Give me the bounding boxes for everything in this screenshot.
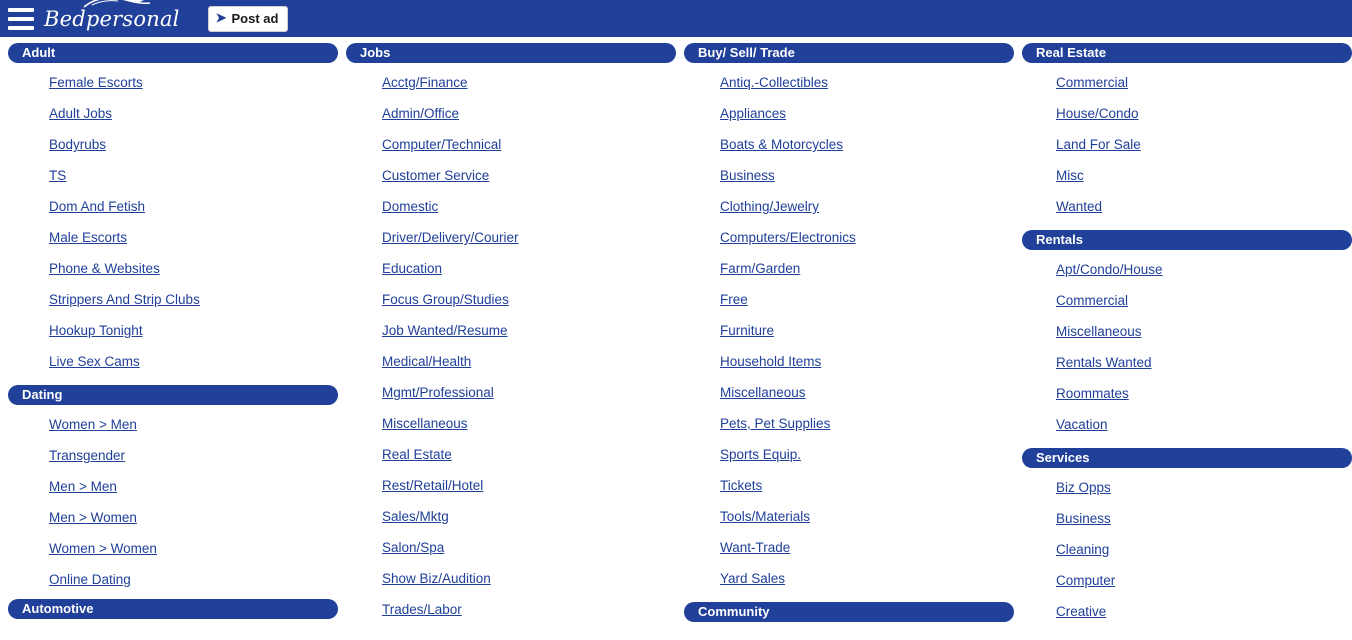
category-link[interactable]: Business <box>1056 511 1111 526</box>
list-item <box>49 346 338 377</box>
category-link[interactable]: Trades/Labor <box>382 602 462 617</box>
section-header-buy-sell-trade: Buy/ Sell/ Trade <box>684 43 1014 63</box>
category-link[interactable]: Show Biz/Audition <box>382 571 491 586</box>
list-item <box>1056 285 1352 316</box>
list-item <box>720 129 1014 160</box>
category-link[interactable]: Strippers And Strip Clubs <box>49 292 200 307</box>
list-item <box>1056 347 1352 378</box>
link-list-buy-sell-trade <box>684 67 1014 594</box>
category-link[interactable]: Household Items <box>720 354 822 369</box>
list-item <box>382 98 676 129</box>
category-link[interactable]: Women > Men <box>49 417 137 432</box>
list-item <box>382 191 676 222</box>
category-link[interactable]: Miscellaneous <box>1056 324 1142 339</box>
category-link[interactable]: Sports Equip. <box>720 447 802 462</box>
list-item <box>49 222 338 253</box>
hamburger-bar <box>8 17 34 21</box>
list-item <box>382 315 676 346</box>
link-list-jobs <box>346 67 676 625</box>
category-link[interactable]: Education <box>382 261 443 276</box>
list-item <box>382 377 676 408</box>
category-link[interactable]: Apt/Condo/House <box>1056 262 1163 277</box>
section-buy-sell-trade <box>684 43 1014 594</box>
category-link[interactable]: Customer Service <box>382 168 490 183</box>
category-link[interactable]: Rest/Retail/Hotel <box>382 478 484 493</box>
category-link[interactable]: Tickets <box>720 478 763 493</box>
category-link[interactable]: Miscellaneous <box>382 416 468 431</box>
list-item <box>1056 129 1352 160</box>
column-jobs <box>346 43 676 629</box>
category-link[interactable]: Focus Group/Studies <box>382 292 509 307</box>
column-real-estate-services <box>1022 43 1352 631</box>
category-link[interactable]: Admin/Office <box>382 106 460 121</box>
category-link[interactable]: Dom And Fetish <box>49 199 146 214</box>
category-link[interactable]: Computer/Technical <box>382 137 502 152</box>
list-item <box>1056 472 1352 503</box>
category-link[interactable]: Transgender <box>49 448 126 463</box>
category-link[interactable]: Driver/Delivery/Courier <box>382 230 519 245</box>
category-link[interactable]: Salon/Spa <box>382 540 445 555</box>
list-item <box>720 284 1014 315</box>
link-list-dating <box>8 409 338 595</box>
list-item <box>382 439 676 470</box>
section-header-rentals: Rentals <box>1022 230 1352 250</box>
list-item <box>1056 191 1352 222</box>
site-logo[interactable] <box>44 7 194 31</box>
category-link[interactable]: Women > Women <box>49 541 157 556</box>
category-link[interactable]: Men > Men <box>49 479 117 494</box>
section-jobs <box>346 43 676 625</box>
category-link[interactable]: Tools/Materials <box>720 509 811 524</box>
category-link[interactable]: Commercial <box>1056 75 1129 90</box>
section-services <box>1022 448 1352 627</box>
category-link[interactable]: Bodyrubs <box>49 137 107 152</box>
list-item <box>1056 565 1352 596</box>
list-item <box>720 191 1014 222</box>
list-item <box>382 594 676 625</box>
category-link[interactable]: Appliances <box>720 106 787 121</box>
list-item <box>1056 316 1352 347</box>
category-link[interactable]: Creative <box>1056 604 1107 619</box>
category-link[interactable]: Biz Opps <box>1056 480 1111 495</box>
category-link[interactable]: Real Estate <box>382 447 452 462</box>
link-list-rentals <box>1022 254 1352 440</box>
section-dating <box>8 385 338 595</box>
hamburger-bar <box>8 8 34 12</box>
category-link[interactable]: Vacation <box>1056 417 1108 432</box>
category-link[interactable]: Phone & Websites <box>49 261 160 276</box>
category-link[interactable]: Computers/Electronics <box>720 230 856 245</box>
category-link[interactable]: Sales/Mktg <box>382 509 449 524</box>
category-link[interactable]: Want-Trade <box>720 540 791 555</box>
list-item <box>49 191 338 222</box>
category-link[interactable]: Free <box>720 292 748 307</box>
list-item <box>1056 409 1352 440</box>
list-item <box>1056 378 1352 409</box>
category-columns <box>0 37 1352 631</box>
list-item <box>1056 503 1352 534</box>
link-list-real-estate <box>1022 67 1352 222</box>
list-item <box>720 67 1014 98</box>
list-item <box>720 346 1014 377</box>
category-link[interactable]: Computer <box>1056 573 1116 588</box>
list-item <box>720 532 1014 563</box>
swoosh-icon <box>82 0 152 10</box>
list-item <box>382 346 676 377</box>
hamburger-menu-icon[interactable] <box>8 8 34 30</box>
section-real-estate <box>1022 43 1352 222</box>
section-header-automotive: Automotive <box>8 599 338 619</box>
category-link[interactable]: Adult Jobs <box>49 106 113 121</box>
section-header-adult: Adult <box>8 43 338 63</box>
category-link[interactable]: Pets, Pet Supplies <box>720 416 831 431</box>
list-item <box>49 98 338 129</box>
category-link[interactable]: Land For Sale <box>1056 137 1141 152</box>
hamburger-bar <box>8 26 34 30</box>
list-item <box>382 67 676 98</box>
category-link[interactable]: Misc <box>1056 168 1084 183</box>
site-header <box>0 0 1352 37</box>
category-link[interactable]: Medical/Health <box>382 354 472 369</box>
list-item <box>720 98 1014 129</box>
list-item <box>382 284 676 315</box>
list-item <box>720 377 1014 408</box>
category-link[interactable]: Furniture <box>720 323 775 338</box>
list-item <box>382 563 676 594</box>
category-link[interactable]: Wanted <box>1056 199 1103 214</box>
list-item <box>49 564 338 595</box>
link-list-services <box>1022 472 1352 627</box>
list-item <box>49 440 338 471</box>
category-link[interactable]: Live Sex Cams <box>49 354 140 369</box>
list-item <box>382 501 676 532</box>
category-link[interactable]: Rentals Wanted <box>1056 355 1152 370</box>
list-item <box>49 253 338 284</box>
list-item <box>382 408 676 439</box>
list-item <box>720 160 1014 191</box>
list-item <box>720 315 1014 346</box>
list-item <box>720 470 1014 501</box>
list-item <box>720 439 1014 470</box>
list-item <box>49 409 338 440</box>
section-header-dating: Dating <box>8 385 338 405</box>
section-community <box>684 602 1014 622</box>
category-link[interactable]: Domestic <box>382 199 439 214</box>
list-item <box>49 284 338 315</box>
column-adult-dating <box>8 43 338 623</box>
list-item <box>1056 596 1352 627</box>
list-item <box>49 533 338 564</box>
category-link[interactable]: Roommates <box>1056 386 1129 401</box>
site-logo-text: Bedpersonal <box>44 6 180 31</box>
link-list-adult <box>8 67 338 377</box>
list-item <box>720 563 1014 594</box>
category-link[interactable]: House/Condo <box>1056 106 1139 121</box>
section-rentals <box>1022 230 1352 440</box>
category-link[interactable]: Business <box>720 168 775 183</box>
section-automotive <box>8 599 338 619</box>
list-item <box>720 222 1014 253</box>
section-header-services: Services <box>1022 448 1352 468</box>
list-item <box>1056 160 1352 191</box>
category-link[interactable]: Female Escorts <box>49 75 143 90</box>
list-item <box>382 222 676 253</box>
post-ad-button[interactable] <box>208 6 289 32</box>
paper-plane-icon: ➤ <box>215 9 227 25</box>
list-item <box>49 67 338 98</box>
column-buy-sell-trade <box>684 43 1014 626</box>
list-item <box>49 315 338 346</box>
section-header-jobs: Jobs <box>346 43 676 63</box>
category-link[interactable]: Men > Women <box>49 510 137 525</box>
list-item <box>720 408 1014 439</box>
category-link[interactable]: Clothing/Jewelry <box>720 199 820 214</box>
list-item <box>382 160 676 191</box>
list-item <box>49 502 338 533</box>
category-link[interactable]: Mgmt/Professional <box>382 385 494 400</box>
category-link[interactable]: Antiq.-Collectibles <box>720 75 829 90</box>
list-item <box>382 129 676 160</box>
category-link[interactable]: Miscellaneous <box>720 385 806 400</box>
category-link[interactable]: Farm/Garden <box>720 261 801 276</box>
list-item <box>1056 98 1352 129</box>
category-link[interactable]: Job Wanted/Resume <box>382 323 508 338</box>
category-link[interactable]: Male Escorts <box>49 230 128 245</box>
section-header-community: Community <box>684 602 1014 622</box>
category-link[interactable]: Hookup Tonight <box>49 323 143 338</box>
list-item <box>49 160 338 191</box>
list-item <box>1056 254 1352 285</box>
post-ad-label: Post ad <box>231 11 279 26</box>
category-link[interactable]: Yard Sales <box>720 571 786 586</box>
list-item <box>1056 67 1352 98</box>
list-item <box>49 471 338 502</box>
section-adult <box>8 43 338 377</box>
category-link[interactable]: Online Dating <box>49 572 131 587</box>
list-item <box>382 470 676 501</box>
category-link[interactable]: Cleaning <box>1056 542 1110 557</box>
category-link[interactable]: Acctg/Finance <box>382 75 468 90</box>
category-link[interactable]: TS <box>49 168 67 183</box>
list-item <box>49 129 338 160</box>
list-item <box>382 253 676 284</box>
list-item <box>720 253 1014 284</box>
list-item <box>720 501 1014 532</box>
category-link[interactable]: Commercial <box>1056 293 1129 308</box>
list-item <box>1056 534 1352 565</box>
section-header-real-estate: Real Estate <box>1022 43 1352 63</box>
category-link[interactable]: Boats & Motorcycles <box>720 137 844 152</box>
list-item <box>382 532 676 563</box>
